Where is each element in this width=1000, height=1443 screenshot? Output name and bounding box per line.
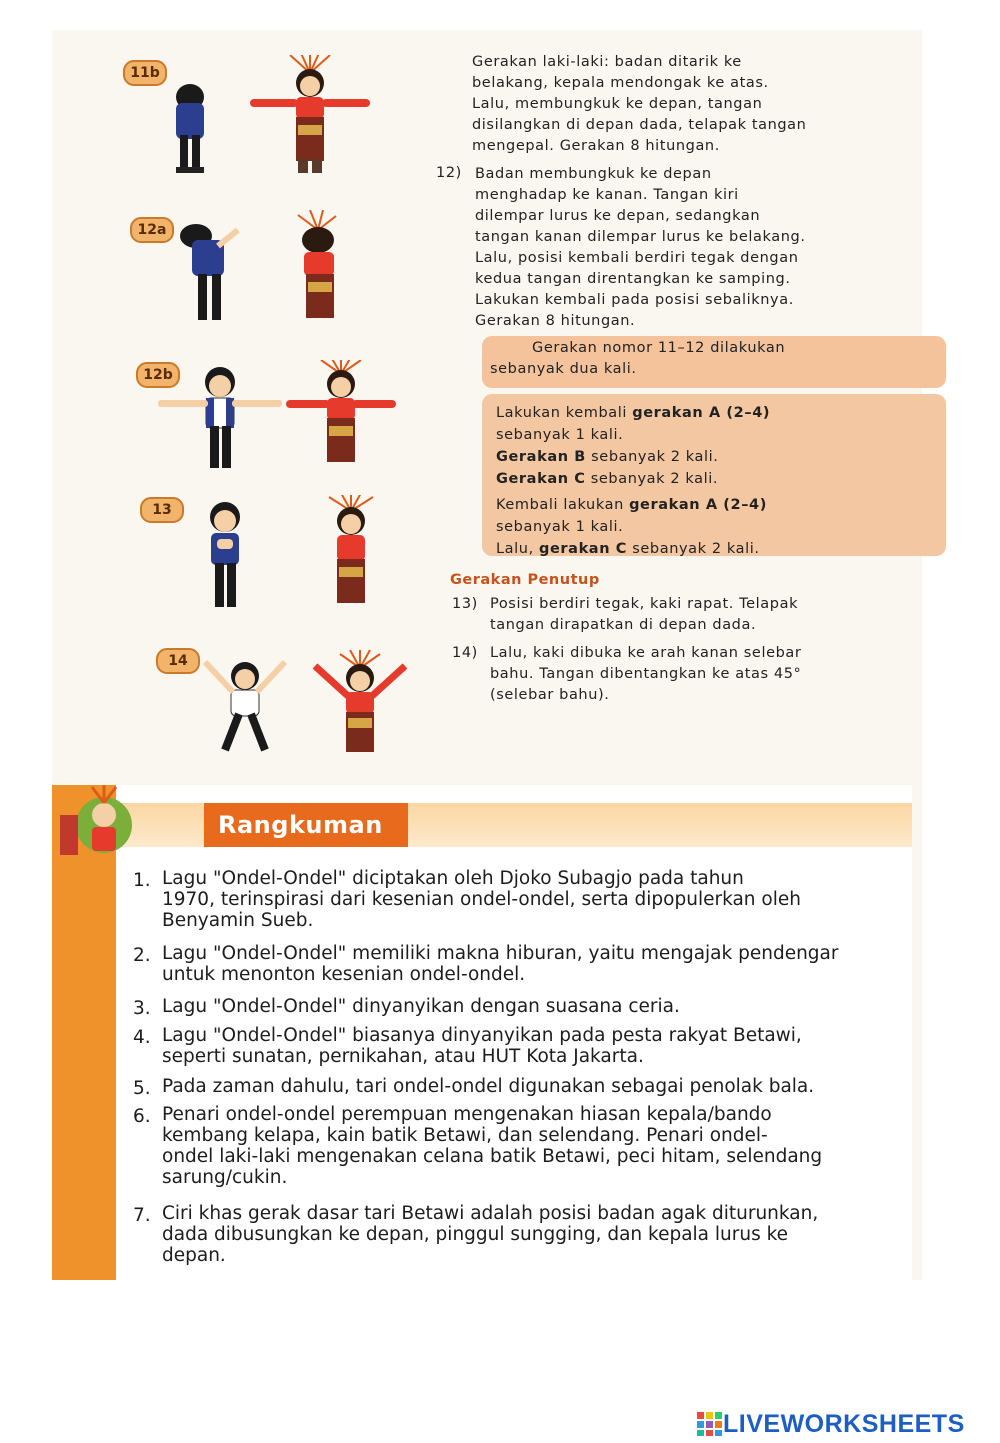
rangkuman-item-number: 2. xyxy=(133,945,151,966)
step-number-13: 13) xyxy=(452,596,478,612)
rangkuman-item-number: 6. xyxy=(133,1106,151,1127)
figures-13 xyxy=(195,495,415,615)
boy-figure-icon xyxy=(180,224,238,320)
figures-11b xyxy=(160,55,400,180)
boy-figure-icon xyxy=(210,502,240,607)
rangkuman-item-number: 7. xyxy=(133,1205,151,1226)
text-12: Badan membungkuk ke depan menghadap ke kanan. Tangan kiri dilempar lurus ke depan, sedangkan tangan kanan dilempar lurus ke belakang. Lalu, posisi kembali berdiri tegak dengan kedua tangan direntangkan ke samping. Lakukan kembali pada posisi sebaliknya. Gerakan 8 hitungan. xyxy=(475,166,806,329)
liveworksheets-logo xyxy=(697,1410,965,1438)
text-13: Posisi berdiri tegak, kaki rapat. Telapak tangan dirapatkan di depan dada. xyxy=(490,596,799,633)
step-badge-12b: 12b xyxy=(136,362,180,388)
step-badge-13: 13 xyxy=(140,497,184,523)
rangkuman-item-3: Lagu "Ondel-Ondel" dinyanyikan dengan suasana ceria. xyxy=(162,996,680,1017)
rangkuman-item-2: Lagu "Ondel-Ondel" memiliki makna hiburan, yaitu mengajak pendengar untuk menonton kesenian ondel-ondel. xyxy=(162,943,839,985)
rangkuman-item-7: Ciri khas gerak dasar tari Betawi adalah posisi badan agak diturunkan, dada dibusungkan ke depan, pinggul sungging, dan kepala lurus ke depan. xyxy=(162,1203,819,1266)
girl-figure-icon xyxy=(329,495,373,603)
rangkuman-item-number: 4. xyxy=(133,1027,151,1048)
rangkuman-title: Rangkuman xyxy=(204,803,408,847)
ondel-ondel-mascot-icon xyxy=(54,785,134,859)
repeat-note-text: Gerakan nomor 11–12 dilakukan sebanyak dua kali. xyxy=(490,340,786,377)
liveworksheets-brand-text: LIVEWORKSHEETS xyxy=(723,1409,965,1438)
rangkuman-item-number: 5. xyxy=(133,1078,151,1099)
girl-figure-icon xyxy=(298,210,336,318)
girl-figure-icon xyxy=(286,360,396,462)
step-badge-14: 14 xyxy=(156,648,200,674)
rangkuman-item-5: Pada zaman dahulu, tari ondel-ondel digunakan sebagai penolak bala. xyxy=(162,1076,815,1097)
sequence-text: Lakukan kembali gerakan A (2–4) sebanyak 1 kali. Gerakan B sebanyak 2 kali. Gerakan C sebanyak 2 kali. Kembali lakukan gerakan A (2–4) sebanyak 1 kali. Lalu, gerakan C sebanyak 2 kali. xyxy=(496,405,771,557)
figures-14 xyxy=(195,650,435,755)
rangkuman-item-1: Lagu "Ondel-Ondel" diciptakan oleh Djoko Subagjo pada tahun 1970, terinspirasi dari kesenian ondel-ondel, serta dipopulerkan oleh Benyamin Sueb. xyxy=(162,868,801,931)
penutup-heading: Gerakan Penutup xyxy=(450,572,600,588)
step-badge-12a: 12a xyxy=(130,217,174,243)
girl-figure-icon xyxy=(250,55,370,173)
step-number-14: 14) xyxy=(452,645,478,661)
rangkuman-item-number: 1. xyxy=(133,870,151,891)
rangkuman-item-number: 3. xyxy=(133,998,151,1019)
girl-figure-icon xyxy=(315,650,405,752)
figures-12b xyxy=(158,360,418,475)
liveworksheets-grid-icon xyxy=(697,1412,723,1436)
boy-figure-icon xyxy=(176,84,204,173)
rangkuman-side-strip xyxy=(52,785,116,1280)
text-11b: Gerakan laki-laki: badan ditarik ke belakang, kepala mendongak ke atas. Lalu, membungkuk ke depan, tangan disilangkan di depan dada, telapak tangan mengepal. Gerakan 8 hitungan. xyxy=(472,54,807,154)
figures-12a xyxy=(168,210,368,335)
boy-figure-icon xyxy=(158,367,282,468)
step-badge-11b: 11b xyxy=(123,60,167,86)
text-14: Lalu, kaki dibuka ke arah kanan selebar bahu. Tangan dibentangkan ke atas 45° (selebar bahu). xyxy=(490,645,802,703)
step-number-12: 12) xyxy=(436,165,462,181)
rangkuman-item-6: Penari ondel-ondel perempuan mengenakan hiasan kepala/bando kembang kelapa, kain batik Betawi, dan selendang. Penari ondel- ondel laki-laki mengenakan celana batik Betawi, peci hitam, selendang sarung/cukin. xyxy=(162,1104,823,1188)
boy-figure-icon xyxy=(205,662,285,750)
rangkuman-item-4: Lagu "Ondel-Ondel" biasanya dinyanyikan pada pesta rakyat Betawi, seperti sunatan, pernikahan, atau HUT Kota Jakarta. xyxy=(162,1025,802,1067)
